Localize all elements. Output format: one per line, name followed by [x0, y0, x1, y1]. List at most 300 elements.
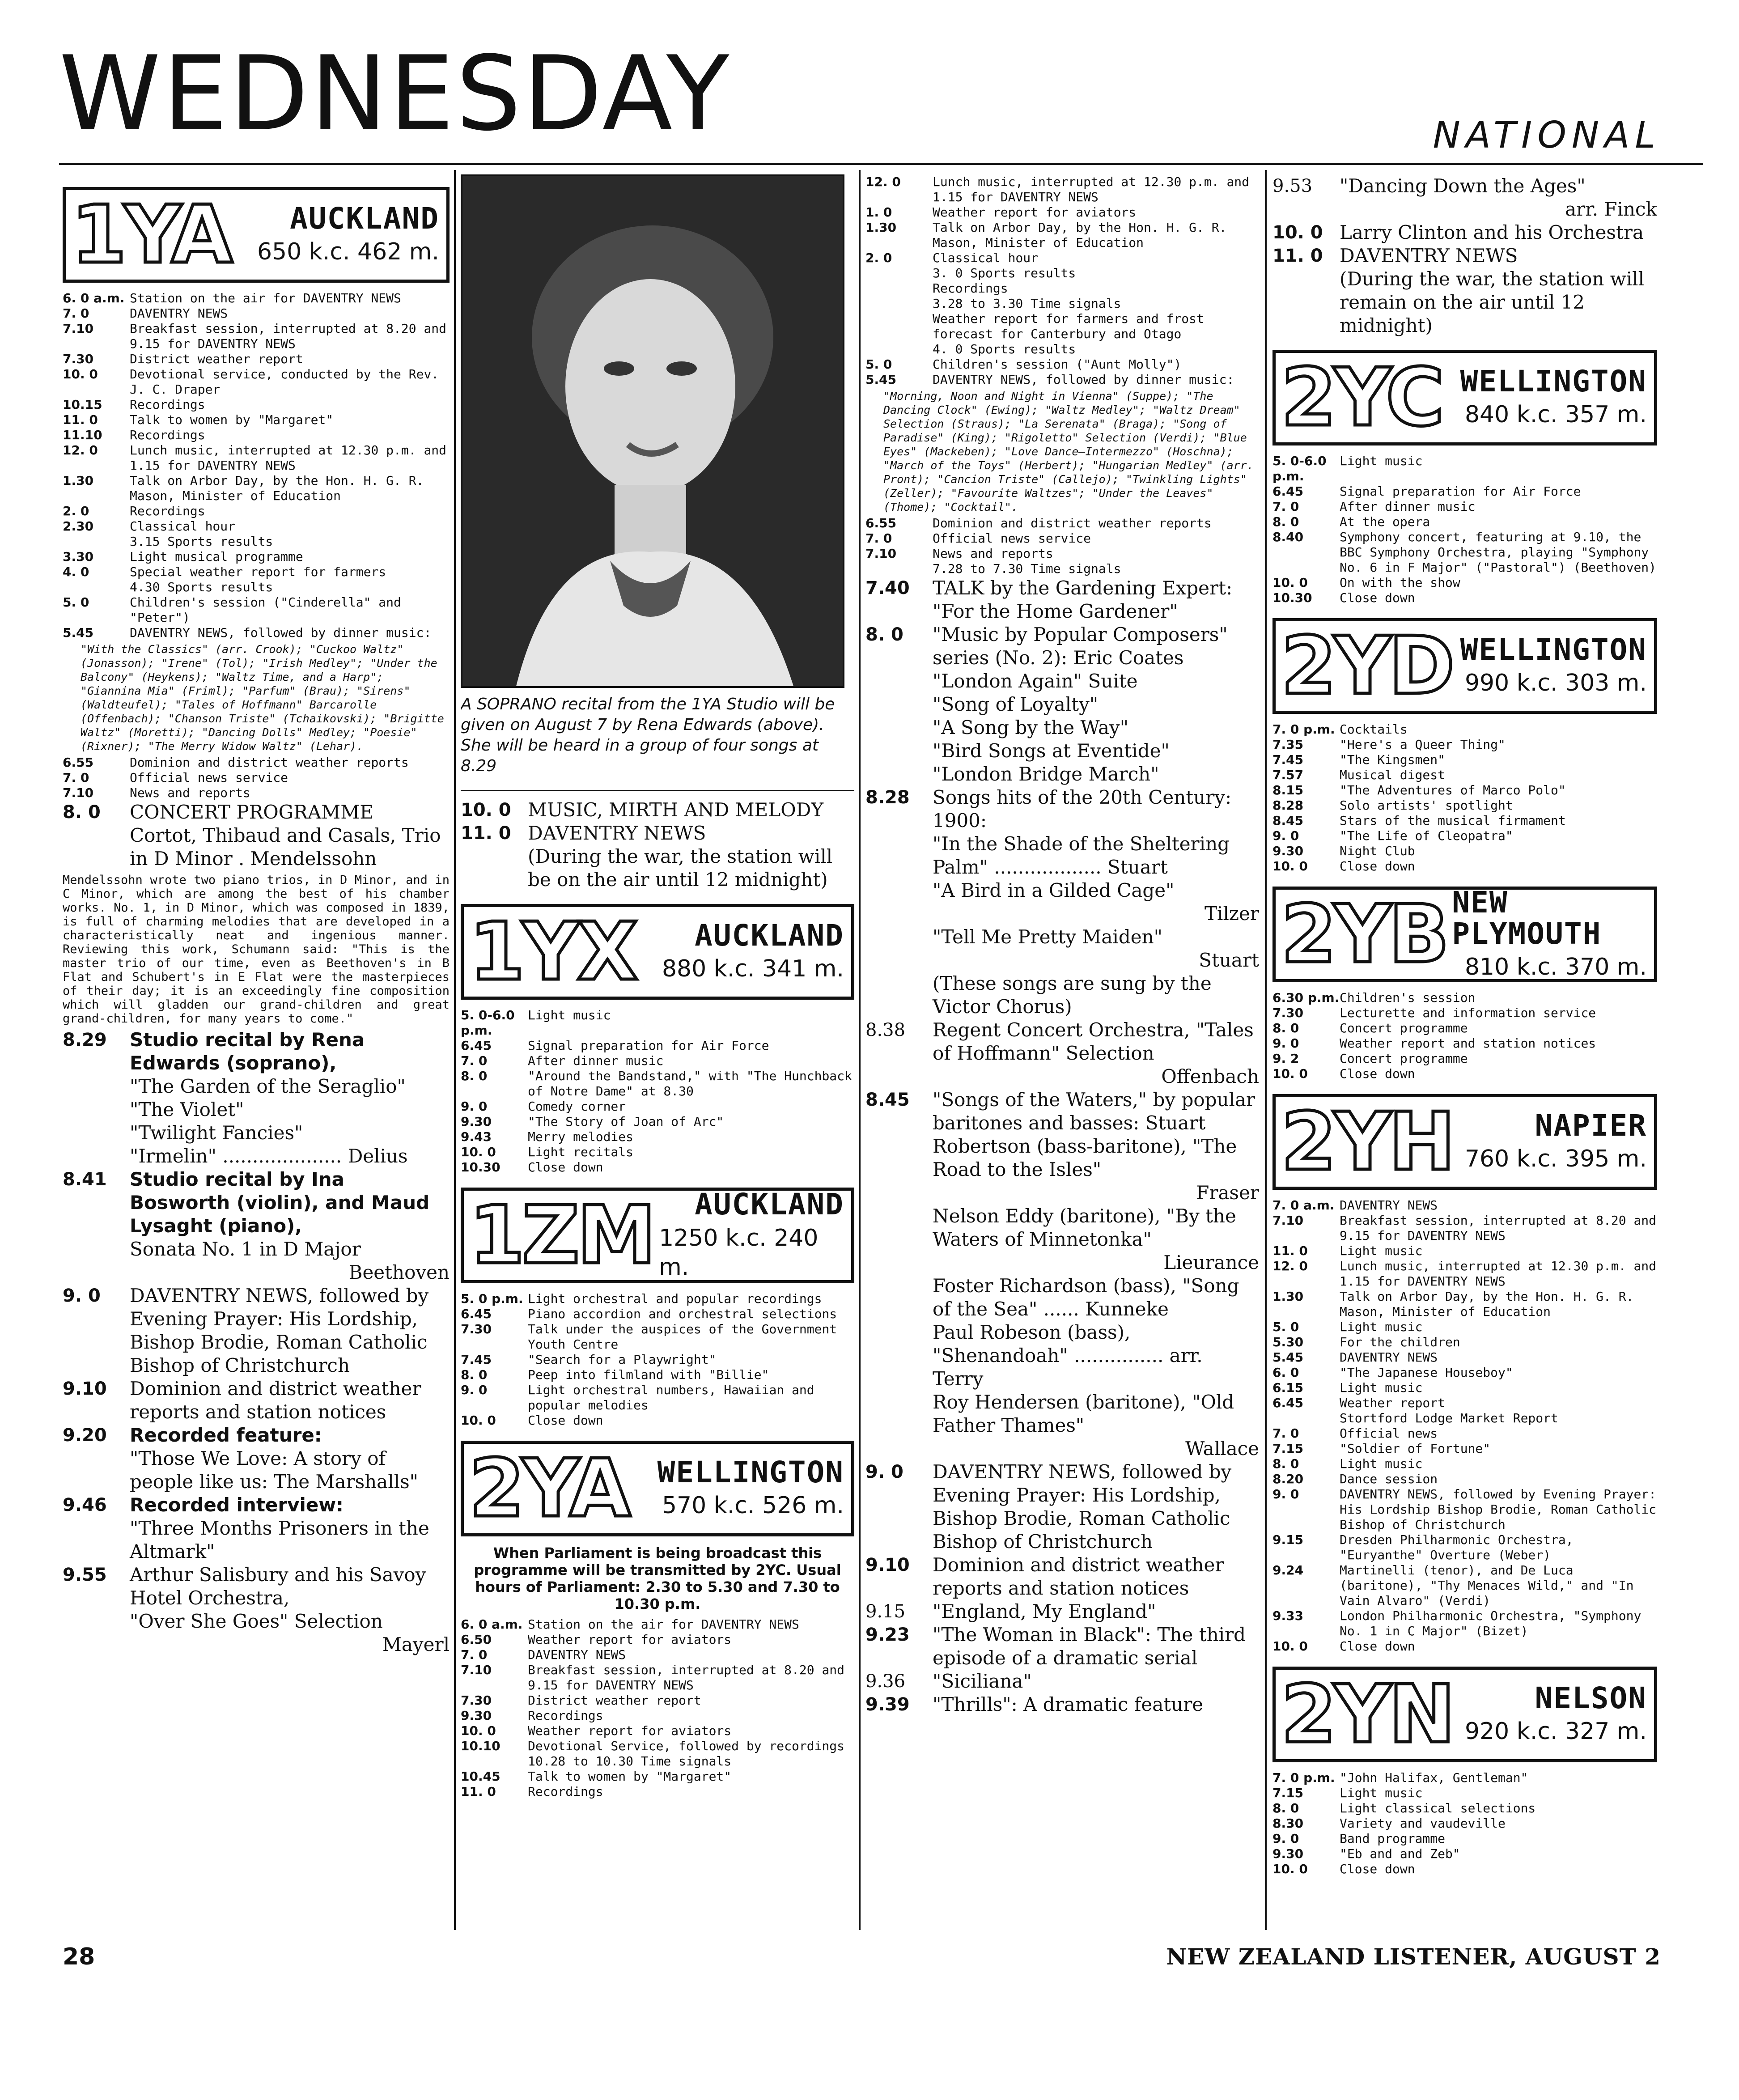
schedule-text: Light music	[1340, 454, 1423, 468]
schedule-time: 6. 0 a.m.	[63, 291, 125, 305]
schedule-text: Talk under the auspices of the Government Youth Centre	[528, 1322, 837, 1352]
schedule-text: DAVENTRY NEWS, followed by Evening Prayer: His Lordship, Bishop Brodie, Roman Catholic Bishop of Christchurch	[130, 1285, 429, 1376]
schedule-time: 7. 0	[461, 1647, 488, 1662]
schedule-text: Stars of the musical firmament	[1340, 813, 1566, 828]
schedule-item	[1272, 575, 1657, 590]
schedule-time: 7.57	[1272, 768, 1304, 782]
schedule-subline: "Song of Loyalty"	[933, 693, 1099, 715]
station-callsign: 2YC	[1281, 351, 1442, 444]
schedule-list	[461, 1008, 854, 1175]
schedule-time: 6.50	[461, 1632, 492, 1647]
schedule-time: 9.30	[1272, 1846, 1304, 1861]
schedule-text: 7.28 to 7.30 Time signals	[933, 561, 1121, 576]
schedule-subline: Offenbach	[1161, 1065, 1259, 1087]
schedule-time	[1272, 1411, 1340, 1426]
schedule-list	[865, 174, 1259, 387]
schedule-subline: Mayerl	[382, 1633, 450, 1655]
schedule-text: Dominion and district weather reports and station notices	[933, 1554, 1224, 1599]
schedule-text: Recorded interview:	[130, 1494, 344, 1516]
schedule-text: Devotional Service, followed by recordings	[528, 1739, 845, 1753]
schedule-time: 6. 0	[1272, 1365, 1299, 1380]
schedule-time: 9.10	[63, 1379, 107, 1399]
schedule-text: DAVENTRY NEWS, followed by dinner music:	[130, 625, 432, 640]
schedule-time: 4. 0	[63, 564, 89, 579]
schedule-text: Light recitals	[528, 1145, 634, 1159]
schedule-text: DAVENTRY NEWS	[528, 1647, 626, 1662]
schedule-time: 8. 0	[461, 1367, 488, 1382]
schedule-time: 8.45	[865, 1090, 910, 1110]
schedule-subline: Roy Hendersen (baritone), "Old Father Thames"	[933, 1391, 1234, 1436]
schedule-text: Regent Concert Orchestra, "Tales of Hoffmann" Selection	[933, 1019, 1254, 1064]
station-frequency: 570 k.c. 526 m.	[662, 1492, 844, 1519]
schedule-item	[461, 1723, 854, 1739]
schedule-item	[865, 266, 1259, 281]
schedule-text: MUSIC, MIRTH AND MELODY	[528, 799, 824, 821]
schedule-text: Musical digest	[1340, 768, 1446, 782]
schedule-time: 9. 0	[865, 1462, 903, 1482]
schedule-item	[1272, 484, 1657, 499]
schedule-time: 9. 0	[1272, 1036, 1299, 1051]
schedule-subline: (These songs are sung by the Victor Chorus)	[933, 972, 1212, 1018]
schedule-item	[461, 1663, 854, 1693]
schedule-text: Peep into filmland with "Billie"	[528, 1367, 769, 1382]
schedule-subline: Foster Richardson (bass), "Song of the Sea" ...... Kunneke	[933, 1275, 1239, 1320]
schedule-text: Lunch music, interrupted at 12.30 p.m. and 1.15 for DAVENTRY NEWS	[1340, 1259, 1657, 1289]
schedule-item	[461, 1708, 854, 1723]
schedule-item	[461, 1413, 854, 1428]
column-4	[1272, 174, 1657, 1930]
schedule-item	[63, 291, 450, 306]
schedule-item	[461, 1754, 854, 1769]
schedule-item	[1272, 1066, 1657, 1082]
schedule-subline: Paul Robeson (bass), "Shenandoah" ............... arr. Terry	[933, 1321, 1203, 1390]
schedule-item	[1272, 813, 1657, 828]
schedule-text: "Siciliana"	[933, 1670, 1032, 1692]
schedule-item	[63, 1493, 450, 1517]
schedule-item	[63, 1028, 450, 1075]
schedule-item	[1272, 590, 1657, 606]
schedule-item	[865, 311, 1259, 342]
station-callsign: 2YB	[1281, 888, 1447, 980]
schedule-text: Concert programme	[1340, 1021, 1468, 1035]
schedule-item	[1272, 737, 1657, 752]
schedule-item	[461, 1114, 854, 1129]
schedule-text: "Music by Popular Composers" series (No. 2): Eric Coates	[933, 624, 1228, 669]
schedule-subline: Nelson Eddy (baritone), "By the Waters of Minnetonka"	[933, 1205, 1236, 1250]
schedule-time: 9.53	[1272, 176, 1313, 196]
schedule-time: 6.45	[461, 1038, 492, 1053]
schedule-text: Weather report and station notices	[1340, 1036, 1596, 1051]
schedule-time: 10. 0	[1272, 1639, 1308, 1654]
schedule-time: 9. 0	[63, 1285, 101, 1306]
schedule-subline: Wallace	[1185, 1438, 1259, 1459]
schedule-time: 6.45	[461, 1307, 492, 1321]
schedule-time: 10. 0	[1272, 1862, 1308, 1876]
schedule-text: Talk on Arbor Day, by the Hon. H. G. R. Mason, Minister of Education	[1340, 1289, 1634, 1319]
header-rule	[59, 163, 1703, 165]
schedule-item	[1272, 1770, 1657, 1786]
schedule-text: 3. 0 Sports results	[933, 266, 1076, 280]
schedule-text: Weather report for aviators	[528, 1632, 732, 1647]
schedule-text: Station on the air for DAVENTRY NEWS	[130, 291, 401, 305]
schedule-subline: Beethoven	[348, 1261, 450, 1283]
schedule-text: "Here's a Queer Thing"	[1340, 737, 1506, 752]
schedule-text: Breakfast session, interrupted at 8.20 and 9.15 for DAVENTRY NEWS	[1340, 1213, 1657, 1243]
schedule-item	[1272, 798, 1657, 813]
schedule-text: Light music	[1340, 1380, 1423, 1395]
publication-footer: NEW ZEALAND LISTENER, AUGUST 2	[1166, 1943, 1661, 1970]
schedule-time	[865, 281, 933, 296]
schedule-text: London Philharmonic Orchestra, "Symphony No. 1 in C Major" (Bizet)	[1340, 1608, 1641, 1638]
schedule-text: Band programme	[1340, 1831, 1446, 1846]
schedule-time: 6.15	[1272, 1380, 1304, 1395]
schedule-text: Special weather report for farmers	[130, 564, 386, 579]
schedule-item	[461, 1160, 854, 1175]
schedule-text: Devotional service, conducted by the Rev. J. C. Draper	[130, 367, 439, 397]
schedule-subline: "Twilight Fancies"	[130, 1122, 303, 1144]
schedule-item	[63, 580, 450, 595]
schedule-time: 10. 0	[1272, 222, 1323, 243]
schedule-subline: "London Again" Suite	[933, 670, 1138, 692]
schedule-time: 10.45	[461, 1769, 500, 1784]
schedule-time: 10. 0	[461, 1413, 496, 1428]
schedule-subline: Stuart	[1199, 949, 1259, 971]
section-label: NATIONAL	[1433, 114, 1661, 157]
schedule-time: 10.15	[63, 397, 102, 412]
schedule-text: Dominion and district weather reports	[130, 755, 409, 770]
schedule-text: Lunch music, interrupted at 12.30 p.m. and 1.15 for DAVENTRY NEWS	[130, 443, 447, 473]
schedule-time: 11. 0	[1272, 1243, 1308, 1258]
schedule-item	[1272, 828, 1657, 844]
schedule-item	[1272, 859, 1657, 874]
station-header-2ya	[461, 1441, 854, 1536]
schedule-text: Children's session ("Cinderella" and "Peter")	[130, 595, 401, 625]
schedule-text: Merry melodies	[528, 1129, 634, 1144]
schedule-list	[1272, 990, 1657, 1082]
portrait-illustration	[462, 176, 843, 686]
schedule-item	[1272, 1786, 1657, 1801]
schedule-subline: "Over She Goes" Selection	[130, 1610, 383, 1632]
schedule-time: 5.45	[865, 372, 897, 387]
schedule-time: 8.30	[1272, 1816, 1304, 1831]
schedule-item	[461, 1739, 854, 1754]
schedule-text: Light music	[1340, 1243, 1423, 1258]
schedule-subline: "London Bridge March"	[933, 763, 1159, 785]
schedule-item	[63, 595, 450, 625]
schedule-item	[461, 1291, 854, 1307]
schedule-time: 11. 0	[1272, 246, 1323, 266]
schedule-item	[63, 428, 450, 443]
schedule-item	[1272, 844, 1657, 859]
schedule-time: 11. 0	[461, 1784, 496, 1799]
schedule-time: 12. 0	[865, 174, 901, 189]
schedule-time: 10.30	[461, 1160, 500, 1175]
schedule-text: Martinelli (tenor), and De Luca (baritone), "Thy Menaces Wild," and "In Vain Alvaro" (Verdi)	[1340, 1563, 1634, 1608]
schedule-subline: "Bird Songs at Eventide"	[933, 740, 1170, 762]
schedule-subline: "In the Shade of the Sheltering Palm" .................. Stuart	[933, 833, 1230, 878]
station-header-1zm	[461, 1188, 854, 1283]
schedule-time: 6.30 p.m.	[1272, 990, 1340, 1005]
schedule-text: Recorded feature:	[130, 1424, 322, 1446]
schedule-time: 7. 0 p.m.	[1272, 722, 1335, 737]
schedule-text: 4.30 Sports results	[130, 580, 273, 594]
schedule-text: Children's session	[1340, 990, 1476, 1005]
schedule-item	[865, 1088, 1259, 1181]
station-callsign: 2YH	[1281, 1095, 1453, 1188]
schedule-item	[63, 321, 450, 352]
schedule-item	[63, 352, 450, 367]
schedule-text: 3.28 to 3.30 Time signals	[933, 296, 1121, 311]
schedule-item	[1272, 1411, 1657, 1426]
schedule-text: Night Club	[1340, 844, 1415, 858]
schedule-item	[865, 1018, 1259, 1065]
schedule-item	[865, 561, 1259, 577]
schedule-text: Recordings	[130, 397, 205, 412]
schedule-item	[461, 1307, 854, 1322]
schedule-time: 7.10	[63, 785, 94, 800]
schedule-time: 9. 0	[461, 1383, 488, 1397]
station-header-2yh	[1272, 1094, 1657, 1190]
schedule-time: 10. 0	[461, 1723, 496, 1738]
schedule-text: DAVENTRY NEWS, followed by dinner music:	[933, 372, 1234, 387]
schedule-time: 5. 0	[865, 357, 892, 372]
schedule-time: 1.30	[1272, 1289, 1304, 1304]
schedule-item	[865, 220, 1259, 250]
schedule-text: Classical hour	[933, 250, 1039, 265]
page-number: 28	[63, 1943, 95, 1970]
schedule-item	[865, 296, 1259, 311]
schedule-time	[865, 311, 933, 342]
schedule-text: Cocktails	[1340, 722, 1408, 737]
schedule-text: Light musical programme	[130, 549, 303, 564]
schedule-item	[1272, 1243, 1657, 1259]
schedule-item	[461, 1647, 854, 1663]
schedule-item	[865, 1623, 1259, 1670]
schedule-text: Light orchestral numbers, Hawaiian and popular melodies	[528, 1383, 814, 1413]
schedule-time: 8.28	[865, 787, 910, 808]
schedule-text: 4. 0 Sports results	[933, 342, 1076, 356]
schedule-text: Station on the air for DAVENTRY NEWS	[528, 1617, 799, 1632]
schedule-text: Larry Clinton and his Orchestra	[1340, 221, 1644, 243]
schedule-item	[461, 822, 854, 845]
schedule-text: Talk to women by "Margaret"	[130, 412, 334, 427]
schedule-text: Official news service	[130, 770, 288, 785]
schedule-text: Variety and vaudeville	[1340, 1816, 1506, 1831]
schedule-list	[1272, 1770, 1657, 1877]
schedule-text: "The Kingsmen"	[1340, 752, 1446, 767]
schedule-text: Close down	[1340, 1862, 1415, 1876]
schedule-item	[865, 281, 1259, 296]
column-divider	[1265, 170, 1267, 1930]
schedule-time: 10. 0	[63, 367, 98, 382]
schedule-text: Close down	[1340, 859, 1415, 874]
schedule-text: For the children	[1340, 1335, 1460, 1349]
schedule-item	[1272, 722, 1657, 737]
schedule-list	[1272, 1198, 1657, 1654]
schedule-item	[63, 443, 450, 473]
station-name: WELLINGTON	[1460, 632, 1647, 667]
schedule-text: Solo artists' spotlight	[1340, 798, 1513, 813]
schedule-text: "England, My England"	[933, 1600, 1156, 1622]
station-frequency: 760 k.c. 395 m.	[1464, 1145, 1647, 1173]
schedule-item	[1272, 1198, 1657, 1213]
schedule-item	[63, 367, 450, 397]
schedule-item	[1272, 499, 1657, 514]
station-name: AUCKLAND	[695, 1187, 844, 1222]
schedule-time: 6.45	[1272, 484, 1304, 499]
schedule-time: 11. 0	[63, 412, 98, 427]
schedule-subline: Fraser	[1196, 1182, 1259, 1204]
station-name: WELLINGTON	[1460, 364, 1647, 399]
column-3	[865, 174, 1259, 1930]
schedule-item	[63, 397, 450, 412]
schedule-text: DAVENTRY NEWS	[1340, 1198, 1438, 1213]
schedule-text: DAVENTRY NEWS	[1340, 245, 1518, 267]
schedule-time: 10. 0	[1272, 575, 1308, 590]
schedule-text: Recordings	[933, 281, 1008, 296]
schedule-time: 3.30	[63, 549, 94, 564]
column-divider	[454, 170, 456, 1930]
schedule-item	[63, 549, 450, 564]
schedule-item	[1272, 1608, 1657, 1639]
schedule-item	[1272, 1259, 1657, 1289]
schedule-item	[865, 546, 1259, 561]
schedule-time: 9.46	[63, 1495, 107, 1515]
schedule-text: Close down	[1340, 1639, 1415, 1654]
schedule-time: 9.23	[865, 1625, 910, 1645]
schedule-item	[865, 1553, 1259, 1600]
schedule-item	[461, 1769, 854, 1784]
schedule-list	[461, 1291, 854, 1428]
schedule-item	[63, 1424, 450, 1447]
schedule-time: 9.30	[461, 1114, 492, 1129]
schedule-time: 2. 0	[865, 250, 892, 265]
schedule-subline: "Three Months Prisoners in the Altmark"	[130, 1517, 429, 1562]
schedule-item	[1272, 1801, 1657, 1816]
divider	[461, 790, 854, 791]
schedule-item	[1272, 1563, 1657, 1608]
schedule-item	[63, 1563, 450, 1610]
station-frequency: 990 k.c. 303 m.	[1464, 670, 1647, 697]
schedule-item	[1272, 221, 1657, 244]
schedule-text: District weather report	[528, 1693, 701, 1708]
schedule-time: 7.30	[1272, 1005, 1304, 1020]
schedule-text: On with the show	[1340, 575, 1460, 590]
schedule-time: 8. 0	[1272, 1021, 1299, 1035]
schedule-text: After dinner music	[528, 1053, 664, 1068]
schedule-time: 5. 0-6.0 p.m.	[461, 1008, 515, 1038]
schedule-item	[1272, 990, 1657, 1005]
schedule-item	[63, 473, 450, 504]
schedule-time: 7. 0	[63, 770, 89, 785]
schedule-time: 6.55	[865, 516, 897, 530]
station-header-2yb	[1272, 887, 1657, 982]
schedule-list	[865, 516, 1259, 577]
schedule-item	[865, 1460, 1259, 1553]
schedule-text: Recordings	[528, 1784, 603, 1799]
schedule-time: 9.43	[461, 1129, 492, 1144]
station-name: WELLINGTON	[657, 1455, 844, 1489]
schedule-item	[63, 412, 450, 428]
schedule-text: Piano accordion and orchestral selections	[528, 1307, 837, 1321]
schedule-time: 10. 0	[461, 800, 511, 820]
station-name: AUCKLAND	[290, 201, 439, 236]
schedule-item	[865, 342, 1259, 357]
schedule-item	[865, 786, 1259, 832]
station-frequency: 1250 k.c. 240 m.	[659, 1224, 819, 1281]
schedule-text: Light music	[1340, 1786, 1423, 1800]
schedule-time: 7.45	[461, 1352, 492, 1367]
schedule-time: 9. 0	[1272, 1487, 1299, 1502]
schedule-item	[865, 357, 1259, 372]
schedule-item	[865, 174, 1259, 205]
schedule-text: Close down	[528, 1160, 603, 1175]
page-title: WEDNESDAY	[59, 34, 731, 154]
schedule-time: 7.40	[865, 578, 910, 598]
schedule-time	[865, 266, 933, 281]
schedule-text: Light music	[1340, 1456, 1423, 1471]
schedule-time: 7.10	[1272, 1213, 1304, 1228]
schedule-text: "Soldier of Fortune"	[1340, 1441, 1491, 1456]
schedule-text: Comedy corner	[528, 1099, 626, 1114]
schedule-time	[865, 296, 933, 311]
schedule-time: 7.10	[461, 1663, 492, 1677]
schedule-item	[1272, 1472, 1657, 1487]
schedule-item	[461, 1008, 854, 1038]
schedule-text: 3.15 Sports results	[130, 534, 273, 549]
schedule-time: 7.30	[63, 352, 94, 366]
schedule-time: 9.10	[865, 1555, 910, 1575]
column-1	[63, 174, 450, 1930]
schedule-item	[461, 1099, 854, 1114]
schedule-time: 6. 0 a.m.	[461, 1617, 523, 1632]
schedule-time: 11.10	[63, 428, 102, 442]
schedule-subline: Sonata No. 1 in D Major	[130, 1238, 361, 1260]
schedule-time: 7.15	[1272, 1786, 1304, 1800]
schedule-text: DAVENTRY NEWS, followed by Evening Prayer: His Lordship, Bishop Brodie, Roman Catholic Bishop of Christchurch	[933, 1461, 1232, 1553]
schedule-time: 9.33	[1272, 1608, 1304, 1623]
schedule-text: "The Woman in Black": The third episode of a dramatic serial	[933, 1624, 1246, 1669]
schedule-subline: Tilzer	[1205, 903, 1259, 925]
schedule-item	[865, 250, 1259, 266]
schedule-item	[865, 205, 1259, 220]
schedule-item	[1272, 1816, 1657, 1831]
schedule-time: 7. 0 p.m.	[1272, 1770, 1335, 1785]
schedule-time	[63, 534, 130, 549]
schedule-text: District weather report	[130, 352, 303, 366]
schedule-text: Recordings	[130, 428, 205, 442]
schedule-subline: "Those We Love: A story of people like us: The Marshalls"	[130, 1447, 418, 1493]
schedule-list	[461, 1617, 854, 1799]
station-callsign: 2YN	[1281, 1668, 1453, 1761]
schedule-text: After dinner music	[1340, 499, 1476, 514]
schedule-item	[1272, 1456, 1657, 1472]
schedule-time	[865, 342, 933, 357]
schedule-item	[461, 1632, 854, 1647]
schedule-text: "The Life of Cleopatra"	[1340, 828, 1513, 843]
schedule-item	[461, 1145, 854, 1160]
schedule-time: 6.45	[1272, 1396, 1304, 1410]
schedule-text: Light music	[528, 1008, 611, 1022]
schedule-text: DAVENTRY NEWS, followed by Evening Prayer: His Lordship Bishop Brodie, Roman Catholic Bishop of Christchurch	[1340, 1487, 1657, 1532]
schedule-time: 8. 0	[1272, 1456, 1299, 1471]
schedule-item	[63, 504, 450, 519]
schedule-time: 10. 0	[1272, 1066, 1308, 1081]
schedule-time	[865, 561, 933, 577]
schedule-subline: Cortot, Thibaud and Casals, Trio in D Minor . Mendelssohn	[130, 824, 441, 870]
schedule-item	[1272, 1846, 1657, 1862]
schedule-time: 7. 0	[865, 531, 892, 546]
